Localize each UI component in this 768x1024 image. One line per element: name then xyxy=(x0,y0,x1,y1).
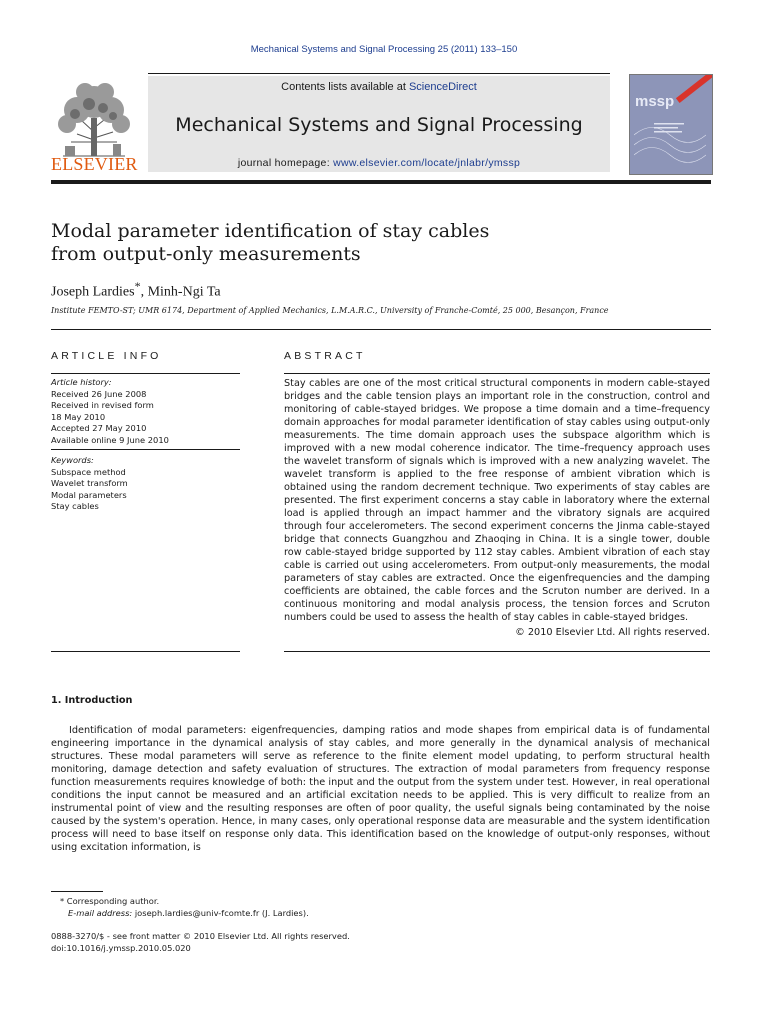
article-title-line-1: Modal parameter identification of stay cables xyxy=(51,220,490,242)
footnote-rule xyxy=(51,891,103,892)
corresponding-author-mark[interactable]: * xyxy=(134,279,141,293)
keyword-item: Wavelet transform xyxy=(51,478,128,488)
article-info-rule-top xyxy=(51,373,240,374)
homepage-url-link[interactable]: www.elsevier.com/locate/jnlabr/ymssp xyxy=(333,157,521,169)
affiliation: Institute FEMTO-ST; UMR 6174, Department of Applied Mechanics, L.M.A.R.C., University of Franche-Comté, 25 000, Besançon, France xyxy=(51,306,609,315)
doi-link[interactable]: doi:10.1016/j.ymssp.2010.05.020 xyxy=(51,943,191,953)
introduction-heading: 1. Introduction xyxy=(51,695,133,706)
author-separator: , xyxy=(140,284,148,300)
contents-prefix: Contents lists available at xyxy=(281,81,409,93)
abstract-heading: ABSTRACT xyxy=(284,350,366,362)
corresponding-author-note xyxy=(60,896,159,906)
journal-cover-thumbnail[interactable] xyxy=(629,74,713,175)
cover-ribbon xyxy=(676,74,713,103)
abstract-body: Stay cables are one of the most critical structural components in modern cable-stayed bridges and the cable tension plays an important role in the construction, control and monitoring of cable-stayed bridges. We propose a time domain and a time–frequency domain approaches for modal parameter identification of stay cables using output-only measurements. The time domain approach uses the subspace algorithm which is improved with a new modal coherence indicator. The time–frequency approach uses the wavelet transform of signals which is improved with a new analyzing wavelet. The wavelet transform is applied to the free response of ambient vibration which is obtained using the random decrement technique. Two experiments of stay cables are presented. The first experiment concerns a stay cable in laboratory where the external load is applied through an impact hammer and the vibratory signals are acquired through four accelerometers. The second experiment concerns the Jinma cable-stayed bridge that connects Guangzhou and Zhaoqing in China. It is a single tower, double row cable-stayed bridge supported by 112 stay cables. Ambient vibration of each stay cable is carried out using accelerometers. From output-only measurements, the modal parameters of stay cables are extracted. Once the eigenfrequencies and the damping coefficients are obtained, the cable forces and the Scruton number are derived. In a continuous monitoring and modal analysis process, the tension forces and Scruton numbers could be used to assess the health of stay cables in cable-stayed bridges. xyxy=(284,378,710,623)
affiliation-rule xyxy=(51,329,711,330)
footnote-mark: * xyxy=(60,896,65,906)
history-online: Available online 9 June 2010 xyxy=(51,434,169,445)
sciencedirect-link[interactable]: ScienceDirect xyxy=(408,81,477,93)
email-note xyxy=(68,908,309,918)
keywords-label: Keywords: xyxy=(51,455,94,465)
homepage-prefix: journal homepage: xyxy=(237,157,334,169)
article-info-rule-bottom xyxy=(51,651,240,652)
elsevier-wordmark[interactable]: ELSEVIER xyxy=(51,154,138,174)
corresponding-author-text: Corresponding author. xyxy=(64,896,160,906)
email-link[interactable]: joseph.lardies@univ-fcomte.fr (J. Lardies). xyxy=(132,908,309,918)
abstract-copyright: © 2010 Elsevier Ltd. All rights reserved. xyxy=(515,627,710,638)
history-accepted: Accepted 27 May 2010 xyxy=(51,423,147,433)
keyword-item: Modal parameters xyxy=(51,489,127,500)
authors-line xyxy=(51,279,221,301)
issn-line: 0888-3270/$ - see front matter © 2010 Elsevier Ltd. All rights reserved. xyxy=(51,931,350,941)
cover-artwork xyxy=(634,115,706,165)
article-info-divider xyxy=(51,449,240,450)
author-1[interactable]: Joseph Lardies xyxy=(51,284,135,300)
masthead-top-rule xyxy=(148,73,610,74)
abstract-rule-bottom xyxy=(284,651,710,652)
history-revised-label: Received in revised form xyxy=(51,400,154,410)
journal-name: Mechanical Systems and Signal Processing xyxy=(175,114,583,136)
keywords-block xyxy=(51,455,240,513)
history-received: Received 26 June 2008 xyxy=(51,388,147,399)
cover-title: mssp xyxy=(635,93,675,110)
history-revised-date: 18 May 2010 xyxy=(51,411,106,422)
article-history-label: Article history: xyxy=(51,377,112,387)
masthead-bottom-rule xyxy=(51,180,711,184)
article-title xyxy=(51,220,651,266)
keyword-item: Subspace method xyxy=(51,466,126,477)
contents-line xyxy=(148,81,610,93)
journal-citation[interactable]: Mechanical Systems and Signal Processing 25 (2011) 133–150 xyxy=(250,44,518,55)
abstract-rule-top xyxy=(284,373,710,374)
homepage-line xyxy=(148,157,610,169)
keyword-item: Stay cables xyxy=(51,501,99,511)
introduction-body: Identification of modal parameters: eigenfrequencies, damping ratios and mode shapes from empirical data is of fundamental engineering importance in the dynamical analysis of stay cables, and more generally in the dynamical analysis of mechanical structures. These modal parameters will serve as reference to the finite element model updating, to perform structural health monitoring, damage detection and safety evaluation of structures. The extraction of modal parameters from frequency response function measurements requires knowledge of both: the input and the output from the system under test. However, in real operational conditions the input cannot be measured and an artificial excitation needs to be applied. This is very difficult to realize from an instrumental point of view and the resulting responses are often of poor quality, the useful signals being contaminated by the noise caused by the system's operation. Hence, in many cases, only operational response data are measurable and the system identification process will need to base itself on response only data. This identification based on the knowledge of output-only responses, without using excitation information, is xyxy=(51,725,710,853)
author-2[interactable]: Minh-Ngi Ta xyxy=(147,284,221,300)
article-title-line-2: from output-only measurements xyxy=(51,243,361,265)
article-info-heading: ARTICLE INFO xyxy=(51,350,162,362)
email-label: E-mail address: xyxy=(68,908,133,918)
article-history xyxy=(51,377,240,446)
